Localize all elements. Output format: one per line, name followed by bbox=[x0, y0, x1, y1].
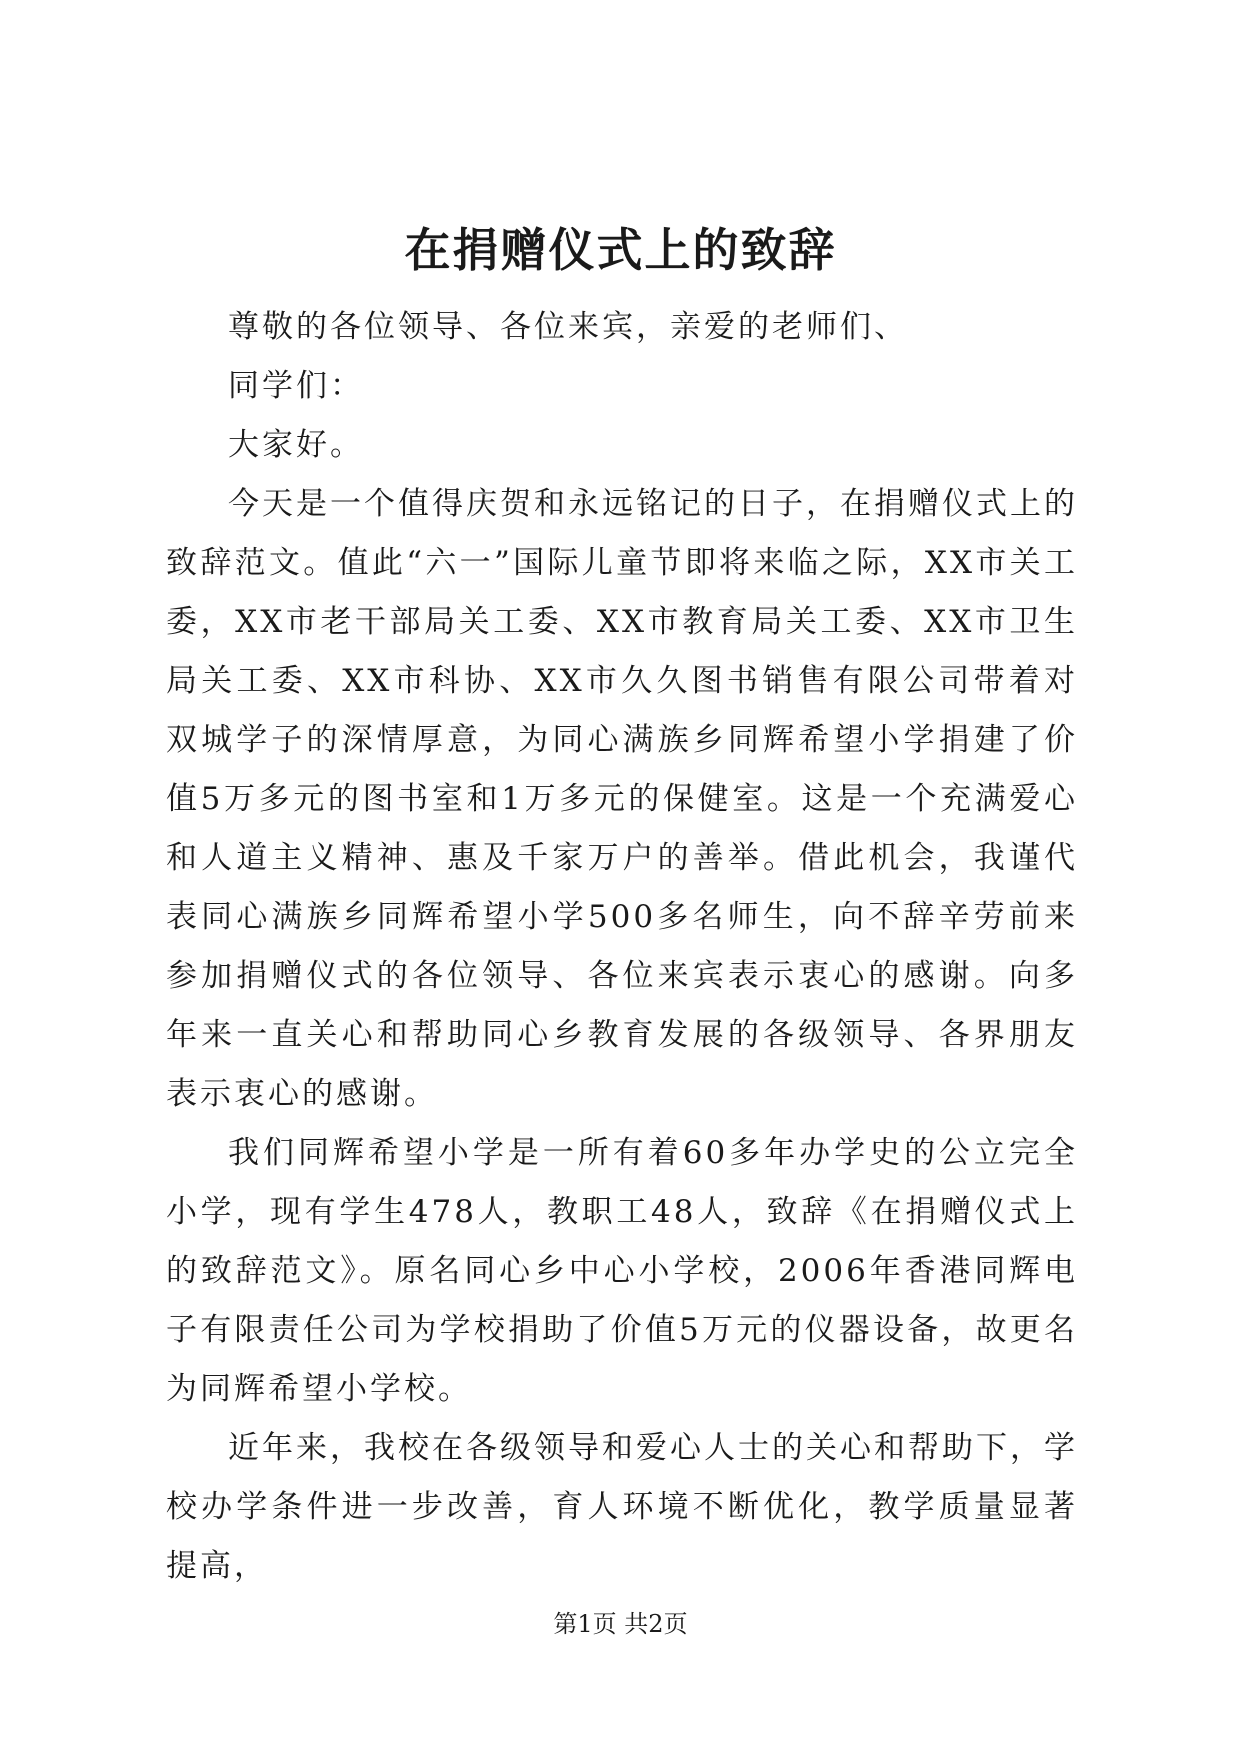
paragraph-body: 今天是一个值得庆贺和永远铭记的日子，在捐赠仪式上的致辞范文。值此“六一”国际儿童节即将来临之际，XX市关工委，XX市老干部局关工委、XX市教育局关工委、XX市卫生局关工委、XX市科协、XX市久久图书销售有限公司带着对双城学子的深情厚意，为同心满族乡同辉希望小学捐建了价值5万多元的图书室和1万多元的保健室。这是一个充满爱心和人道主义精神、惠及千家万户的善举。借此机会，我谨代表同心满族乡同辉希望小学500多名师生，向不辞辛劳前来参加捐赠仪式的各位领导、各位来宾表示衷心的感谢。向多年来一直关心和帮助同心乡教育发展的各级领导、各界朋友表示衷心的感谢。 bbox=[166, 486, 1078, 1112]
page-number: 第1页 共2页 bbox=[553, 1610, 688, 1638]
paragraph-salutation-continued: 同学们： bbox=[228, 368, 364, 404]
document-title: 在捐赠仪式上的致辞 bbox=[404, 223, 837, 277]
paragraph-salutation: 尊敬的各位领导、各位来宾，亲爱的老师们、 bbox=[228, 309, 908, 345]
paragraph-greeting: 大家好。 bbox=[228, 427, 364, 463]
paragraph-body: 近年来，我校在各级领导和爱心人士的关心和帮助下，学校办学条件进一步改善，育人环境不断优化，教学质量显著提高， bbox=[166, 1430, 1078, 1584]
paragraph-body: 我们同辉希望小学是一所有着60多年办学史的公立完全小学，现有学生478人，教职工48人，致辞《在捐赠仪式上的致辞范文》。原名同心乡中心小学校，2006年香港同辉电子有限责任公司为学校捐助了价值5万元的仪器设备，故更名为同辉希望小学校。 bbox=[166, 1135, 1078, 1407]
document-body bbox=[166, 298, 1078, 1596]
